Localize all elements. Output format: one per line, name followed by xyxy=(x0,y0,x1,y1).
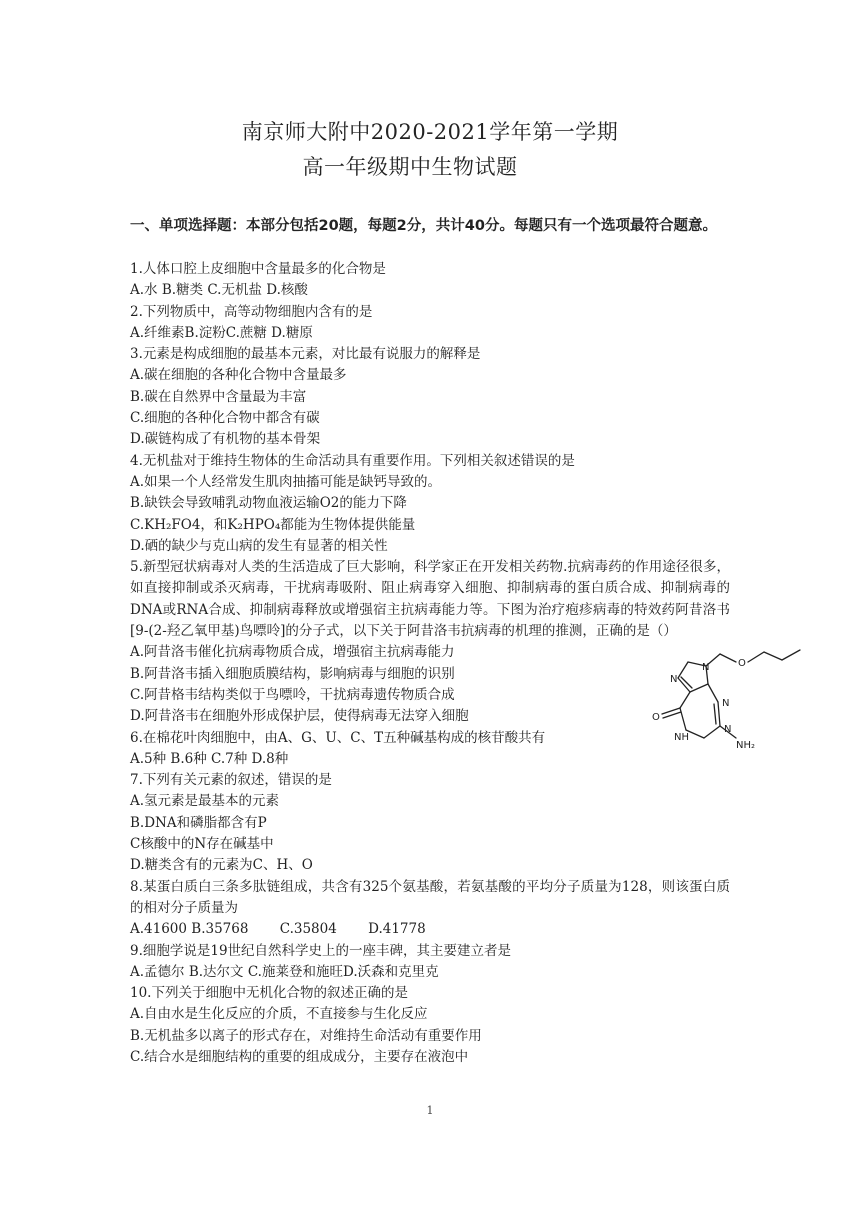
question-7-option-a: A.氢元素是最基本的元素 xyxy=(130,793,280,810)
molecule-atom-n: N xyxy=(722,698,730,709)
question-9: 9.细胞学说是19世纪自然科学史上的一座丰碑，其主要建立者是 xyxy=(130,942,512,959)
question-3: 3.元素是构成细胞的最基本元素，对比最有说服力的解释是 xyxy=(130,346,481,363)
question-10-option-c: C.结合水是细胞结构的重要的组成成分，主要存在液泡中 xyxy=(130,1048,469,1065)
question-6: 6.在棉花叶肉细胞中，由A、G、U、C、T五种碱基构成的核苷酸共有 xyxy=(130,729,546,746)
question-7-option-c: C核酸中的N存在碱基中 xyxy=(130,836,274,853)
question-3-option-b: B.碳在自然界中含量最为丰富 xyxy=(130,388,307,405)
molecule-atom-nh: NH xyxy=(674,732,689,743)
question-4-option-b: B.缺铁会导致哺乳动物血液运输O2的能力下降 xyxy=(130,495,407,512)
question-5-option-b: B.阿昔洛韦插入细胞质膜结构，影响病毒与细胞的识别 xyxy=(130,665,455,682)
question-5-option-a: A.阿昔洛韦催化抗病毒物质合成，增强宿主抗病毒能力 xyxy=(130,644,455,661)
question-5-option-d: D.阿昔洛韦在细胞外形成保护层，使得病毒无法穿入细胞 xyxy=(130,708,469,725)
acyclovir-structure-image xyxy=(640,640,810,770)
molecule-atom-nh2: NH₂ xyxy=(736,740,756,751)
question-3-option-a: A.碳在细胞的各种化合物中含量最多 xyxy=(130,367,347,384)
question-2: 2.下列物质中，高等动物细胞内含有的是 xyxy=(130,303,373,320)
question-4-option-d: D.硒的缺少与克山病的发生有显著的相关性 xyxy=(130,537,388,554)
question-3-option-d: D.碳链构成了有机物的基本骨架 xyxy=(130,431,321,448)
question-7: 7.下列有关元素的叙述，错误的是 xyxy=(130,772,332,789)
molecule-atom-o: O xyxy=(738,658,746,669)
section-heading: 一、单项选择题：本部分包括20题，每题2分，共计40分。每题只有一个选项最符合题意。 xyxy=(130,218,717,234)
question-5: 5.新型冠状病毒对人类的生活造成了巨大影响，科学家正在开发相关药物.抗病毒药的作用途径很多，如直接抑制或杀灭病毒，干扰病毒吸附、阻止病毒穿入细胞、抑制病毒的蛋白质合成、抑制病毒的DNA或RNA合成、抑制病毒释放或增强宿主抗病毒能力等。下图为治疗疱疹病毒的特效药阿昔洛书[9-(2-羟乙氧甲基)鸟嘌呤]的分子式，以下关于阿昔洛韦抗病毒的机理的推测，正确的是（） xyxy=(130,559,730,640)
question-3-option-c: C.细胞的各种化合物中都含有碳 xyxy=(130,410,320,427)
question-8-options: A.41600 B.35768 C.35804 D.41778 xyxy=(130,921,426,938)
question-10-option-a: A.自由水是生化反应的介质，不直接参与生化反应 xyxy=(130,1006,428,1023)
page-number: 1 xyxy=(426,1104,434,1117)
molecule-atom-o: O xyxy=(652,712,660,723)
question-5-option-c: C.阿昔格韦结构类似于鸟嘌呤，干扰病毒遗传物质合成 xyxy=(130,686,455,703)
molecule-atom-n: N xyxy=(702,662,710,673)
molecule-atom-n: N xyxy=(670,674,678,685)
document-title: 南京师大附中2020-2021学年第一学期 xyxy=(241,120,619,144)
question-6-options: A.5种 B.6种 C.7种 D.8种 xyxy=(130,750,289,767)
question-1-options: A.水 B.糖类 C.无机盐 D.核酸 xyxy=(130,282,308,299)
question-9-options: A.孟德尔 B.达尔文 C.施莱登和施旺D.沃森和克里克 xyxy=(130,963,439,980)
question-8: 8.某蛋白质白三条多肽链组成，共含有325个氨基酸，若氨基酸的平均分子质量为128，则该蛋白质的相对分子质量为 xyxy=(130,878,730,916)
question-2-options: A.纤维素B.淀粉C.蔗糖 D.糖原 xyxy=(130,324,313,341)
question-4-option-c: C.KH₂FO4，和K₂HPO₄都能为生物体提供能量 xyxy=(130,516,416,533)
question-7-option-b: B.DNA和磷脂都含有P xyxy=(130,814,267,831)
molecule-atom-n: N xyxy=(724,724,732,735)
question-10: 10.下列关于细胞中无机化合物的叙述正确的是 xyxy=(130,985,408,1002)
question-1: 1.人体口腔上皮细胞中含量最多的化合物是 xyxy=(130,261,386,277)
document-subtitle: 高一年级期中生物试题 xyxy=(302,155,518,179)
question-7-option-d: D.糖类含有的元素为C、H、O xyxy=(130,857,313,874)
question-4: 4.无机盐对于维持生物体的生命活动具有重要作用。下列相关叙述错误的是 xyxy=(130,452,575,469)
question-4-option-a: A.如果一个人经常发生肌肉抽搐可能是缺钙导致的。 xyxy=(130,473,442,490)
question-10-option-b: B.无机盐多以离子的形式存在，对维持生命活动有重要作用 xyxy=(130,1027,482,1044)
